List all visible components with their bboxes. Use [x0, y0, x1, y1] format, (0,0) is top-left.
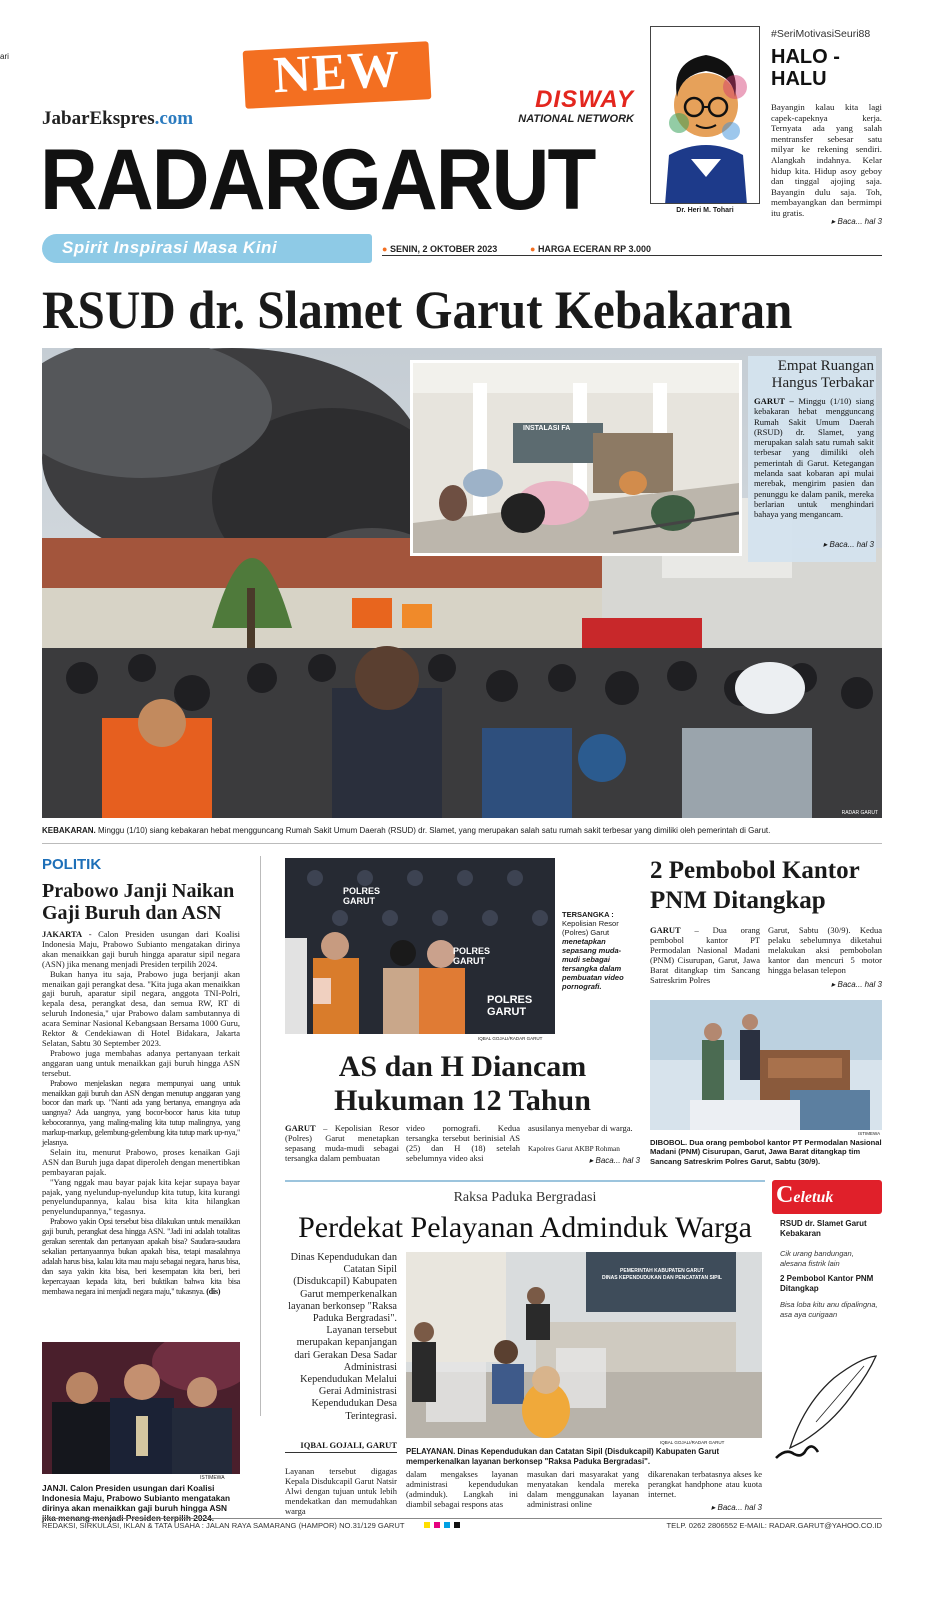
- corner-mark: ari: [0, 52, 9, 61]
- pnm-photo-credit: ISTIMEWA: [858, 1131, 881, 1136]
- main-photo-caption: KEBAKARAN. Minggu (1/10) siang kebakaran hebat mengguncang Rumah Sakit Umum Daerah (RSUD) dr. Slamet, yang merupakan salah satu rumah sakit terbesar yang dimiliki oleh pemerintah di Garut.: [42, 826, 771, 835]
- main-story-more-link[interactable]: ▸ Baca... hal 3: [823, 540, 874, 549]
- main-headline: RSUD dr. Slamet Garut Kebakaran: [42, 280, 793, 340]
- issue-date: ● SENIN, 2 OKTOBER 2023: [382, 244, 498, 254]
- color-mark-cyan: [444, 1522, 450, 1528]
- politik-headline: Prabowo Janji Naikan Gaji Buruh dan ASN: [42, 880, 235, 924]
- asdanh-col1: GARUT – Kepolisian Resor (Polres) Garut menetapkan sepasang muda-mudi sebagai tersangka dalam pembuatan: [285, 1123, 399, 1163]
- inset-sign: INSTALASI FA: [523, 425, 571, 432]
- column-more-link[interactable]: ▸ Baca... hal 3: [831, 217, 882, 226]
- adminduk-author: IQBAL GOJALI, GARUT: [285, 1440, 397, 1453]
- politik-photo-caption: JANJI. Calon Presiden usungan dari Koalisi Indonesia Maju, Prabowo Subianto mengatakan dirinya akan menaikkan gaji buruh hingga ASN jika menang menjadi Presiden terpilih 2024.: [42, 1483, 231, 1523]
- politik-photo: [42, 1342, 240, 1474]
- column-hashtag: #SeriMotivasiSeuri88: [771, 28, 871, 40]
- footer-rule: [42, 1518, 882, 1519]
- adminduk-photo-caption: PELAYANAN. Dinas Kependudukan dan Catatan Sipil (Disdukcapil) Kabupaten Garut memperkenalkan layanan berkonsep "Raksa Paduka Bergradasi".: [406, 1447, 720, 1466]
- color-mark-yellow: [424, 1522, 430, 1528]
- section-label: POLITIK: [42, 856, 102, 873]
- asdanh-sign: Kapolres Garut AKBP Rohman: [528, 1144, 620, 1153]
- author-name: Dr. Heri M. Tohari: [676, 207, 734, 214]
- backdrop-text-c: POLRES GARUT: [487, 994, 533, 1018]
- tagline: Spirit Inspirasi Masa Kini: [62, 238, 278, 257]
- new-badge: NEW: [271, 40, 403, 105]
- asdanh-headline: AS dan H Diancam Hukuman 12 Tahun: [334, 1050, 591, 1117]
- adminduk-kicker: Raksa Paduka Bergradasi: [453, 1190, 597, 1205]
- celetuk-item1-text: Cik urang bandungan, alesana fistrik lain: [780, 1249, 854, 1268]
- asdanh-col2: video pornografi. Kedua tersangka tersebut berinisial AS (25) dan H (18) setelah sebelumnya video aksi: [406, 1123, 520, 1163]
- pnm-more-link[interactable]: ▸ Baca... hal 3: [831, 980, 882, 989]
- masthead-title: RADARGARUT: [40, 132, 595, 228]
- footer-address: REDAKSI, SIRKULASI, IKLAN & TATA USAHA : JALAN RAYA SAMARANG (HAMPOR) NO.31/129 GARUT: [42, 1521, 405, 1530]
- footer-contact: TELP. 0262 2806552 E-MAIL: RADAR.GARUT@YAHOO.CO.ID: [666, 1521, 882, 1530]
- masthead-rule: [382, 255, 882, 256]
- main-story-body: GARUT – Minggu (1/10) siang kebakaran hebat mengguncang Rumah Sakit Umum Daerah (RSUD) dr. Slamet, yang merupakan salah satu rumah sakit terbesar yang dimiliki oleh pemerintah di Garut. Ketegangan melanda saat kobaran api mulai merebak, mengirim pasien dan penunggu ke dalam panik, mereka berlarian untuk menghindari bahaya yang mengancam.: [754, 396, 874, 520]
- pnm-photo-caption: DIBOBOL. Dua orang pembobol kantor PT Permodalan Nasional Madani (PNM) Cisurupan, Garut, Jawa Barat ditangkap tim Sancang Satreskrim Polres Garut, Sabtu (30/9).: [650, 1138, 882, 1166]
- adminduk-lead: Dinas Kependudukan dan Catatan Sipil (Disdukcapil) Kabupaten Garut memperkenalkan layanan berkonsep "Raksa Paduka Bergradasi". Layanan tersebut merupakan kepanjangan dari Gerakan Desa Sadar Administrasi Kependudukan Melalui Gerai Administrasi Kependudukan Desa Terintegrasi.: [288, 1252, 397, 1422]
- inset-photo: [410, 360, 742, 556]
- adminduk-col1: Layanan tersebut digagas Kepala Disdukcapil Garut Natsir Alwi dengan tujuan untuk lebih mendekatkan dan memudahkan warga: [285, 1466, 397, 1516]
- author-portrait: [650, 26, 760, 204]
- pnm-col1: GARUT – Dua orang pembobol kantor PT Permodalan Nasional Madani (PNM) Cisurupan, Garut, Jawa Barat ditangkap tim Sancang Satreskrim Polres: [650, 925, 760, 985]
- adminduk-col3: masukan dari masyarakat yang menyatakan kendala mereka dalam menggunakan layanan administrasi online: [527, 1469, 639, 1509]
- disway-sub: NATIONAL NETWORK: [518, 113, 634, 125]
- adminduk-photo: [406, 1252, 762, 1438]
- celetuk-item2-title: 2 Pembobol Kantor PNM Ditangkap: [780, 1274, 874, 1293]
- politik-body: JAKARTA - Calon Presiden usungan dari Koalisi Indonesia Maju, Prabowo Subianto mengatakan dirinya akan menaikkan gaji buruh hingga aparatur sipil negara (ASN) jika menang menjadi Presiden terpilih 2024. Bukan hanya itu saja, Prabowo juga berjanji akan menaikan gaji perangkat desa. "Kita juga akan menaikkan gaji buruh, aparatur sipil negara, anggota TNI-Polri, kepala desa, perangkat desa, dan semua RW, RT di seluruh Indonesia," ujar Prabowo dalam sambutannya di acara Seminar Nasional Kebangsaan Bersama 1000 Guru, Rektor & Cendekiawan di Hotel Bidakara, Jakarta Selatan, Sabtu 30 September 2023. Prabowo juga membahas adanya pertanyaan terkait anggaran uang untuk menaikkan gaji buruh hingga ASN tersebut. Prabowo menjelaskan negara mempunyai uang untuk menaikkan gaji buruh dan ASN dengan menutup anggaran yang bocor dan mark up. "Nanti ada yang bertanya, emangnya ada uangnya? Ada uangnya, yang bocor-bocor harus kita tutup kebocorannya, yang maling-maling kita tutup malingnya, yang markup-markup, gelembung-gelembung kita tutup mark up-nya," jelasnya. Selain itu, menurut Prabowo, proses kenaikan Gaji ASN dan Buruh juga dapat diperoleh dengan menertibkan pembayaran pajak. "Yang nggak mau bayar pajak kita kejar supaya bayar pajak, yang nyelundup-nyelundup kita tutup, kita kurangi penyelundupannya, kalau bisa kita kita hilangkan penyelundupannya," tegasnya. Prabowo yakin Opsi tersebut bisa dilakukan untuk menaikkan gaji buruh, perangkat desa hingga ASN. "Jadi ini adalah totalitas gerakan serentak dan pertanyaan apakah bisa? Saudara-saudara sekalian pertanyaannya bukan apakah bisa, tetapi masalahnya adalah harus bisa, kalau kita mau maju sebagai negara, harus bisa, dan saya yakin kita bisa, beri kesempatan kita beri, beri kepercayaan kepada kita, beri buktikan bahwa kita bisa membawa negara ini menjadi negara maju," tukasnya. (dis): [42, 929, 240, 1296]
- color-mark-black: [454, 1522, 460, 1528]
- sub-headline: Empat Ruangan Hangus Terbakar: [771, 358, 874, 391]
- column-body: Bayangin kalau kita lagi capek-capeknya kerja. Ternyata ada yang salah mentransfer sebesar satu milyar ke rekening sendiri. Alangkah indahnya. Kelar hidup kita. Hidup asoy geboy dan tinggal ajojing saja. Bayangin dulu saja. Toh, membayangkan dan bermimpi itu gratis.: [771, 102, 882, 218]
- polres-photo: [285, 858, 555, 1034]
- backdrop-text-a: POLRES GARUT: [343, 886, 381, 906]
- celetuk-logo: Celetuk: [776, 1182, 834, 1208]
- adminduk-photo-credit: IQBAL GOJALI/RADAR GARUT: [660, 1440, 725, 1445]
- column-title: HALO - HALU: [771, 46, 840, 90]
- polres-photo-credit: IQBAL GOJALI/RADAR GARUT: [478, 1036, 543, 1041]
- adminduk-col2: dalam mengakses layanan administrasi kependudukan (adminduk). Langkah ini diambil sebagai respons atas: [406, 1469, 518, 1509]
- quill-icon: [772, 1352, 882, 1462]
- celetuk-item2-text: Bisa loba kitu anu dipalingna, asa aya curigaan: [780, 1300, 878, 1319]
- polres-caption-l2: Kepolisian Resor (Polres) Garut: [562, 919, 619, 937]
- divider-adminduk: [285, 1180, 765, 1182]
- politik-photo-credit: ISTIMEWA: [200, 1475, 225, 1481]
- asdanh-col3: asusilanya menyebar di warga.: [528, 1123, 633, 1133]
- pnm-col2: Garut, Sabtu (30/9). Kedua pelaku sebelumnya diketahui melakukan aksi pembobolan kantor dan mencuri 5 motor hingga belasan telepon: [768, 925, 882, 975]
- site-name: JabarEkspres.com: [42, 108, 194, 129]
- photo-credit: RADAR GARUT: [841, 810, 878, 816]
- pnm-photo: [650, 1000, 882, 1130]
- adminduk-sign: PEMERINTAH KABUPATEN GARUT DINAS KEPENDUDUKAN DAN PENCATATAN SIPIL: [602, 1268, 722, 1281]
- color-mark-magenta: [434, 1522, 440, 1528]
- adminduk-more-link[interactable]: ▸ Baca... hal 3: [711, 1503, 762, 1512]
- column-divider: [260, 856, 261, 1416]
- asdanh-more-link[interactable]: ▸ Baca... hal 3: [589, 1156, 640, 1165]
- celetuk-item1-title: RSUD dr. Slamet Garut Kebakaran: [780, 1219, 867, 1238]
- divider: [42, 843, 882, 844]
- fire-photo: [42, 348, 882, 818]
- pnm-headline: 2 Pembobol Kantor PNM Ditangkap: [650, 857, 860, 914]
- adminduk-headline: Perdekat Pelayanan Adminduk Warga: [298, 1211, 752, 1244]
- issue-price: ● HARGA ECERAN RP 3.000: [530, 244, 651, 254]
- disway-logo: DISWAY: [535, 86, 634, 113]
- backdrop-text-b: POLRES GARUT: [453, 946, 491, 966]
- adminduk-col4: dikarenakan terbatasnya akses ke perangkat handphone atau kuota internet.: [648, 1469, 762, 1499]
- polres-caption: menetapkan sepasang muda-mudi sebagai tersangka dalam pembuatan video pornografi.: [562, 937, 624, 991]
- polres-caption-lead: TERSANGKA :: [562, 910, 614, 919]
